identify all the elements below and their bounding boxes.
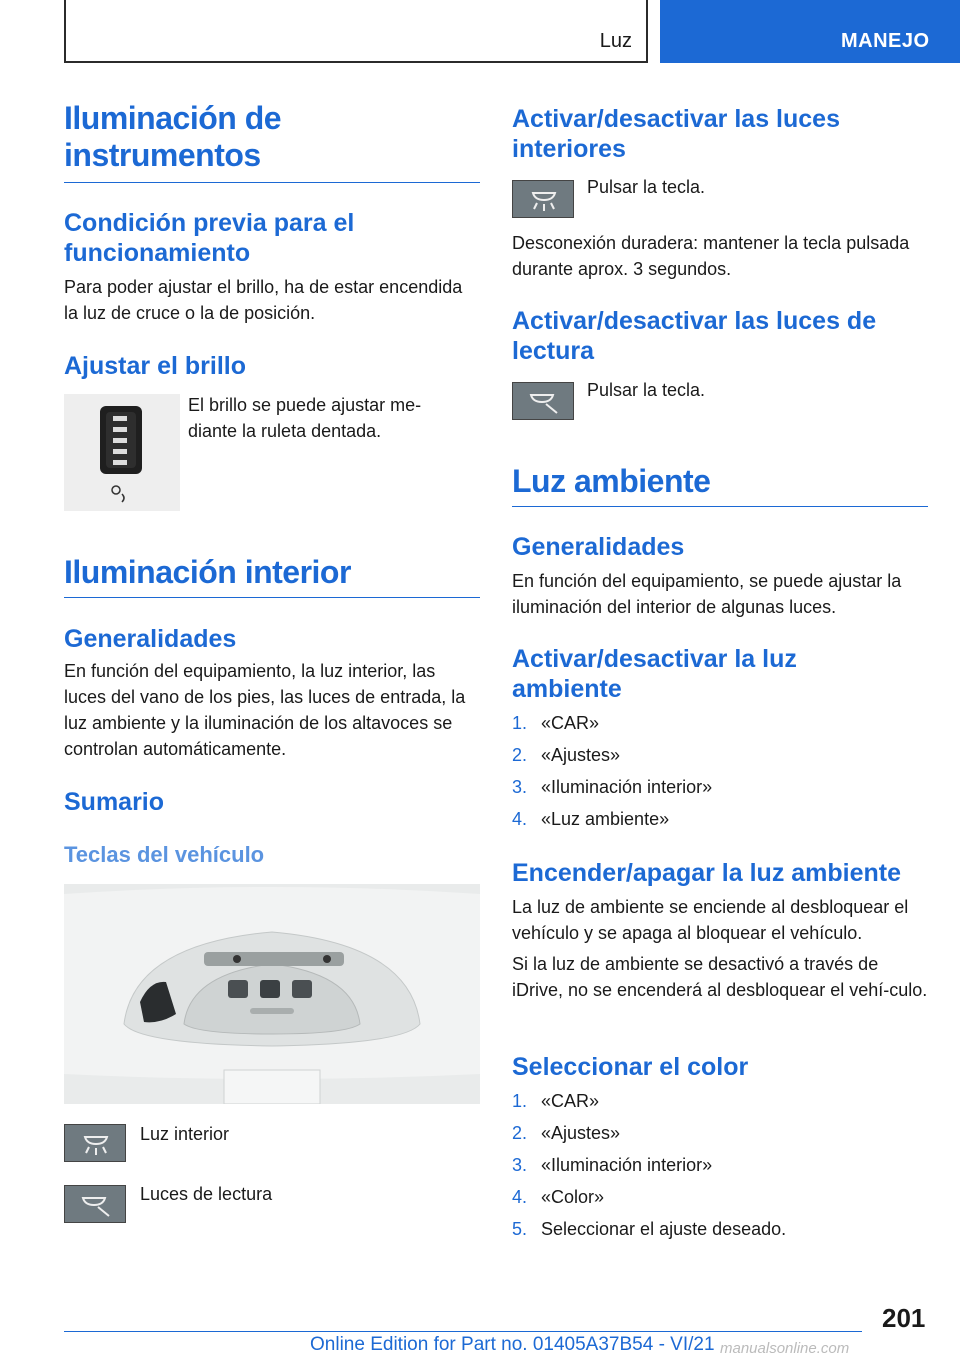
precondition-text: Para poder ajustar el brillo, ha de estar encendida la luz de cruce o la de posición.: [64, 277, 463, 323]
list-item: 5. Seleccionar el ajuste deseado.: [512, 1219, 787, 1239]
ambient-onoff-text-2: Si la luz de ambiente se desactivó a través de iDrive, no se encenderá al desbloquear el vehí-culo.: [512, 954, 928, 1000]
header-tab: [660, 0, 960, 63]
list-item: 1. «CAR»: [512, 1091, 600, 1111]
press-key-text-2: Pulsar la tecla.: [587, 380, 706, 400]
ambient-title-block: [512, 463, 928, 507]
instrument-lighting-title-block: [64, 100, 480, 183]
ambient-general-text: En función del equipamiento, se puede ajustar la iluminación del interior de algunas luces.: [512, 571, 902, 617]
header-section-box: [64, 0, 648, 63]
press-key-text-1: Pulsar la tecla.: [587, 177, 706, 197]
interior-light-button-icon: [512, 180, 574, 218]
ambient-onoff-heading: Encender/apagar la luz ambiente: [512, 859, 902, 887]
reading-light-key-icon: [64, 1185, 126, 1223]
header-section-label: Luz: [599, 30, 632, 52]
ambient-toggle-heading: Activar/desactivar la luz ambiente: [512, 645, 797, 703]
overhead-console-image: [64, 884, 480, 1104]
watermark: manualsonline.com: [720, 1340, 850, 1357]
ambient-title: Luz ambiente: [512, 463, 711, 499]
interior-lighting-title-block: [64, 554, 480, 598]
list-item: 3. «Iluminación interior»: [512, 777, 713, 797]
list-item: 3. «Iluminación interior»: [512, 1155, 713, 1175]
interior-light-key-icon: [64, 1124, 126, 1162]
precondition-heading: Condición previa para el funcionamiento: [64, 209, 355, 267]
list-item: 1. «CAR»: [512, 713, 600, 733]
list-item: 4. «Luz ambiente»: [512, 809, 670, 829]
footer-divider: [64, 1331, 862, 1332]
brightness-wheel-icon: [64, 394, 180, 511]
color-steps: [512, 1085, 928, 1245]
page-number: 201: [882, 1303, 926, 1333]
footer-edition: Online Edition for Part no. 01405A37B54 - VI/21: [310, 1334, 715, 1355]
summary-heading: Sumario: [64, 788, 165, 816]
interior-light-label: Luz interior: [140, 1124, 230, 1144]
reading-lights-heading: Activar/desactivar las luces de lectura: [512, 307, 877, 365]
vehicle-keys-heading: Teclas del vehículo: [64, 842, 265, 867]
color-heading: Seleccionar el color: [512, 1053, 749, 1081]
ambient-general-heading: Generalidades: [512, 533, 685, 561]
permanent-off-text: Desconexión duradera: mantener la tecla pulsada durante aprox. 3 segundos.: [512, 233, 910, 279]
reading-light-button-icon: [512, 382, 574, 420]
interior-lights-heading: Activar/desactivar las luces interiores: [512, 105, 840, 163]
header-tab-label: MANEJO: [841, 30, 930, 52]
general-text: En función del equipamiento, la luz interior, las luces del vano de los pies, las luces de entrada, la luz ambiente y la iluminación de los altavoces se controlan automáticamente.: [64, 661, 466, 759]
instrument-lighting-title: Iluminación de instrumentos: [64, 100, 282, 173]
reading-light-label: Luces de lectura: [140, 1184, 273, 1204]
list-item: 2. «Ajustes»: [512, 1123, 621, 1143]
brightness-text: El brillo se puede ajustar me-diante la ruleta dentada.: [188, 395, 422, 441]
ambient-toggle-steps: [512, 707, 928, 835]
brightness-heading: Ajustar el brillo: [64, 352, 246, 380]
overhead-console-illustration: [64, 884, 480, 1104]
general-heading: Generalidades: [64, 625, 237, 653]
brightness-wheel-image: [64, 394, 180, 511]
interior-lighting-title: Iluminación interior: [64, 554, 351, 590]
list-item: 4. «Color»: [512, 1187, 605, 1207]
list-item: 2. «Ajustes»: [512, 745, 621, 765]
ambient-onoff-text-1: La luz de ambiente se enciende al desbloquear el vehículo y se apaga al bloquear el vehículo.: [512, 897, 909, 943]
